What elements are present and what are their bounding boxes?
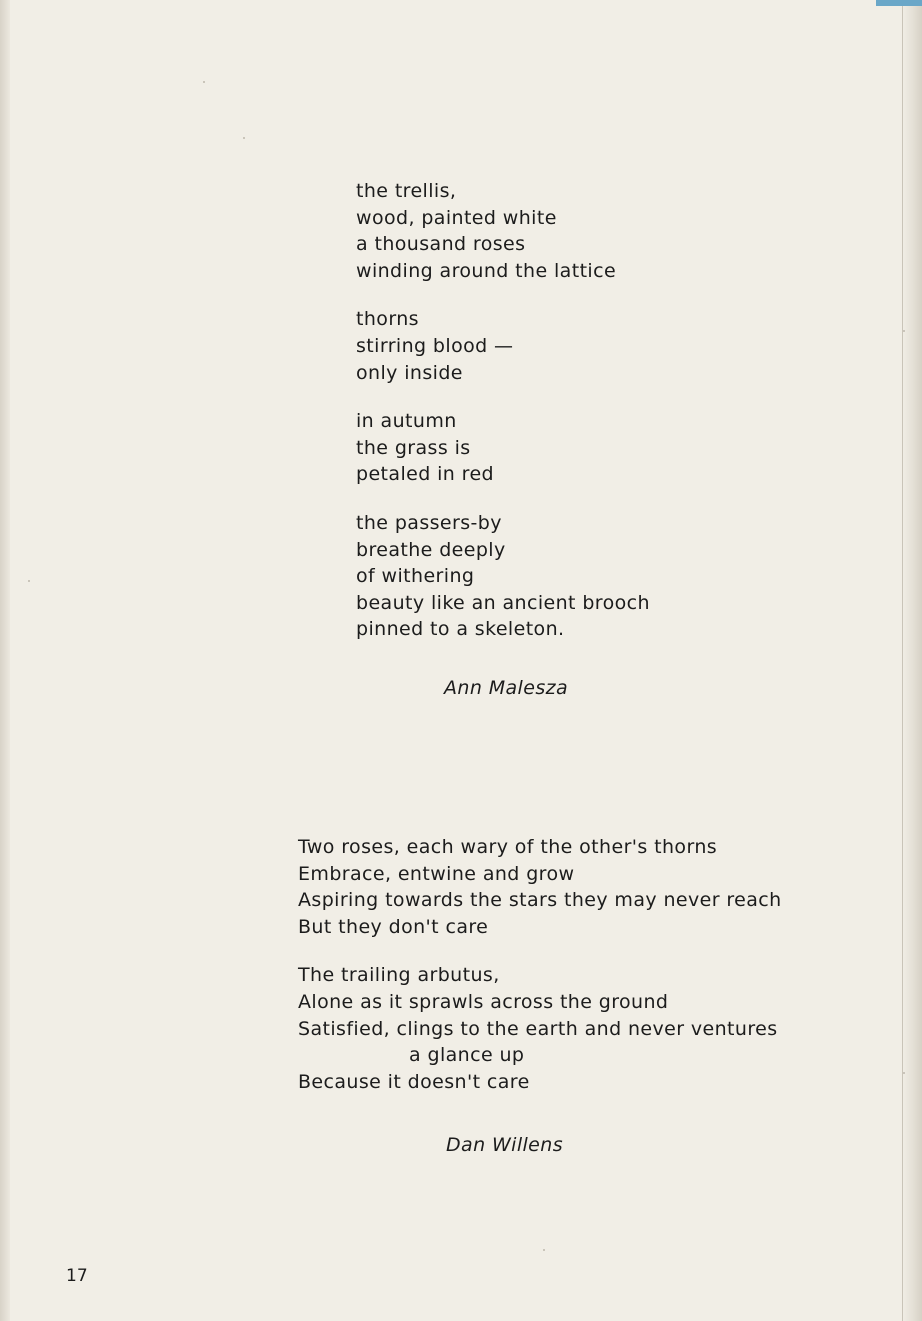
poem-line: petaled in red xyxy=(356,463,495,486)
poem-line: Aspiring towards the stars they may never reach xyxy=(298,889,782,912)
poem-dan-willens xyxy=(298,834,782,1095)
poem-ann-malesza xyxy=(356,178,650,643)
poem-line: the grass is xyxy=(356,436,471,459)
poem-line: pinned to a skeleton. xyxy=(356,618,565,641)
poem-line: beauty like an ancient brooch xyxy=(356,591,650,614)
poem-line: Two roses, each wary of the other's thorns xyxy=(298,836,718,858)
page-spine-shadow xyxy=(0,0,10,1321)
poem-author: Dan Willens xyxy=(446,1134,564,1156)
poem-line: Because it doesn't care xyxy=(298,1070,530,1093)
poem-line: winding around the lattice xyxy=(356,259,617,282)
paper-speck xyxy=(903,330,905,332)
paper-speck xyxy=(243,137,245,139)
poem-line: wood, painted white xyxy=(356,206,557,229)
poem-line: thorns xyxy=(356,308,419,331)
poem-author: Ann Malesza xyxy=(444,677,569,699)
poem-line: Embrace, entwine and grow xyxy=(298,862,575,885)
page-edge-shadow xyxy=(902,0,922,1321)
paper-speck xyxy=(28,580,30,582)
poem-line: only inside xyxy=(356,361,463,384)
poem-line: Satisfied, clings to the earth and never ventures xyxy=(298,1017,778,1040)
poem-line: of withering xyxy=(356,565,475,588)
corner-tab-mark xyxy=(876,0,922,6)
poem-line: But they don't care xyxy=(298,915,489,938)
poem-line: the trellis, xyxy=(356,180,457,202)
poem-line: The trailing arbutus, xyxy=(298,964,500,987)
page-number: 17 xyxy=(66,1266,88,1286)
paper-speck xyxy=(903,1072,905,1074)
poem-line: the passers-by xyxy=(356,511,502,534)
poem-line: a thousand roses xyxy=(356,233,526,256)
paper-speck xyxy=(203,81,205,83)
poem-line: a glance up xyxy=(409,1044,525,1067)
poem-line: breathe deeply xyxy=(356,538,506,561)
poem-line: stirring blood — xyxy=(356,334,514,357)
page-edge-line xyxy=(902,0,903,1321)
poem-line: in autumn xyxy=(356,410,457,433)
paper-speck xyxy=(543,1249,545,1251)
poem-line: Alone as it sprawls across the ground xyxy=(298,990,669,1013)
